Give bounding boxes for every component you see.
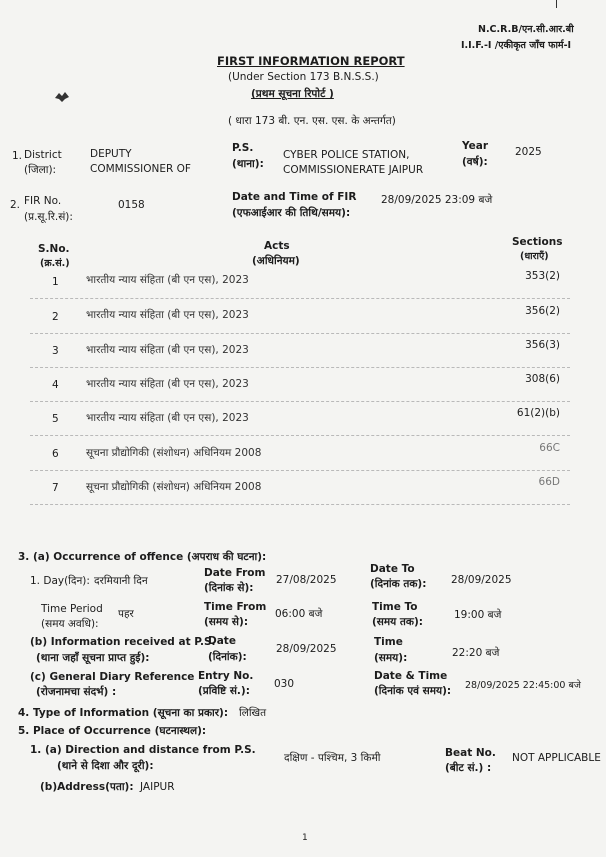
table-row-section: 66C xyxy=(539,442,560,454)
date-to-value: 28/09/2025 xyxy=(451,574,512,586)
fir-number-item: 2. xyxy=(10,199,21,211)
table-row-section: 308(6) xyxy=(525,373,560,385)
form-code: I.I.F.-I /एकीकृत जाँच फार्म-I xyxy=(461,40,572,51)
entry-no-value: 030 xyxy=(274,678,295,690)
ps-label-hindi: (थाना): xyxy=(232,158,264,170)
gd-datetime-value: 28/09/2025 22:45:00 बजे xyxy=(465,680,581,691)
row-divider xyxy=(30,333,570,334)
ps-value-line1: CYBER POLICE STATION, xyxy=(283,149,410,161)
fir-datetime-label-hindi: (एफआईआर की तिथि/समय): xyxy=(232,207,351,219)
row-divider xyxy=(30,298,570,299)
district-value-line1: DEPUTY xyxy=(90,148,132,160)
info-time-label-hindi: (समय): xyxy=(374,652,408,664)
address-value: JAIPUR xyxy=(140,781,175,793)
day-value: दरमियानी दिन xyxy=(94,575,148,587)
info-date-label: Date xyxy=(208,635,236,647)
time-to-label: Time To xyxy=(372,601,418,613)
time-period-label-hindi: (समय अवधि): xyxy=(41,618,99,630)
table-header-acts-hindi: (अधिनियम) xyxy=(252,255,300,267)
address-label: (b)Address(पता): xyxy=(40,781,134,793)
district-number: 1. xyxy=(12,150,23,162)
table-row-sno: 5 xyxy=(52,413,59,425)
row-divider xyxy=(30,435,570,436)
beat-no-label-hindi: (बीट सं.) : xyxy=(445,762,492,774)
document-title: FIRST INFORMATION REPORT xyxy=(217,54,405,68)
time-period-value: पहर xyxy=(118,608,134,620)
table-header-sections-hindi: (धाराएँ) xyxy=(520,251,549,262)
info-received-label-hindi: (थाना जहाँ सूचना प्राप्त हुई): xyxy=(36,652,150,664)
fir-value: 0158 xyxy=(118,199,145,211)
table-row-act: सूचना प्रौद्योगिकी (संशोधन) अधिनियम 2008 xyxy=(86,447,262,459)
table-row-sno: 6 xyxy=(52,448,59,460)
table-row-sno: 3 xyxy=(52,345,59,357)
table-row-section: 356(2) xyxy=(525,305,560,317)
direction-label-hindi: (थाने से दिशा और दूरी): xyxy=(57,760,154,772)
table-row-section: 353(2) xyxy=(525,270,560,282)
ps-value-line2: COMMISSIONERATE JAIPUR xyxy=(283,164,424,176)
gd-datetime-label-hindi: (दिनांक एवं समय): xyxy=(374,685,452,697)
table-row-act: भारतीय न्याय संहिता (बी एन एस), 2023 xyxy=(86,378,249,390)
place-heading: 5. Place of Occurrence (घटनास्थल): xyxy=(18,725,207,737)
ps-label: P.S. xyxy=(232,142,254,154)
date-to-label: Date To xyxy=(370,563,415,575)
gd-datetime-label: Date & Time xyxy=(374,670,448,682)
direction-value: दक्षिण - पश्चिम, 3 किमी xyxy=(284,752,381,764)
gd-reference-label-hindi: (रोजनामचा संदर्भ) : xyxy=(36,686,117,698)
time-to-label-hindi: (समय तक): xyxy=(372,616,423,628)
table-row-act: भारतीय न्याय संहिता (बी एन एस), 2023 xyxy=(86,274,249,286)
date-from-label: Date From xyxy=(204,567,266,579)
document-title-hindi: (प्रथम सूचना रिपोर्ट ) xyxy=(251,88,334,100)
info-date-label-hindi: (दिनांक): xyxy=(208,651,247,663)
time-from-label-hindi: (समय से): xyxy=(204,616,249,628)
table-row-section: 66D xyxy=(538,476,560,488)
date-from-label-hindi: (दिनांक से): xyxy=(204,582,254,594)
table-row-sno: 7 xyxy=(52,482,59,494)
table-header-acts: Acts xyxy=(264,240,290,252)
table-header-sno: S.No. xyxy=(38,243,70,255)
year-label: Year xyxy=(462,140,489,152)
info-time-value: 22:20 बजे xyxy=(452,647,500,659)
fir-label: FIR No. xyxy=(24,195,62,207)
table-row-sno: 1 xyxy=(52,276,59,288)
info-type-value: लिखित xyxy=(239,707,267,719)
ncrb-label: N.C.R.B/एन.सी.आर.बी xyxy=(478,24,574,35)
time-period-label: Time Period xyxy=(41,603,103,615)
entry-no-label: Entry No. xyxy=(198,670,254,682)
margin-mark xyxy=(556,0,557,8)
row-divider xyxy=(30,401,570,402)
date-to-label-hindi: (दिनांक तक): xyxy=(370,578,427,590)
year-value: 2025 xyxy=(515,146,542,158)
day-label: 1. Day(दिन): xyxy=(30,575,90,587)
direction-label: 1. (a) Direction and distance from P.S. xyxy=(30,744,256,756)
district-label-hindi: (जिला): xyxy=(24,164,57,176)
row-divider xyxy=(30,470,570,471)
fir-datetime-label: Date and Time of FIR xyxy=(232,191,357,203)
table-row-act: भारतीय न्याय संहिता (बी एन एस), 2023 xyxy=(86,412,249,424)
date-from-value: 27/08/2025 xyxy=(276,574,337,586)
table-row-act: भारतीय न्याय संहिता (बी एन एस), 2023 xyxy=(86,309,249,321)
row-divider xyxy=(30,367,570,368)
table-row-act: सूचना प्रौद्योगिकी (संशोधन) अधिनियम 2008 xyxy=(86,481,262,493)
district-value-line2: COMMISSIONER OF xyxy=(90,163,191,175)
table-row-section: 356(3) xyxy=(525,339,560,351)
table-header-sections: Sections xyxy=(512,236,563,248)
info-date-value: 28/09/2025 xyxy=(276,643,337,655)
info-time-label: Time xyxy=(374,636,403,648)
fir-datetime-value: 28/09/2025 23:09 बजे xyxy=(381,194,493,206)
row-divider xyxy=(30,504,570,505)
fir-label-hindi: (प्र.सू.रि.सं): xyxy=(24,211,73,223)
time-from-value: 06:00 बजे xyxy=(275,608,323,620)
time-from-label: Time From xyxy=(204,601,267,613)
gd-reference-label: (c) General Diary Reference xyxy=(30,671,195,683)
document-subtitle: (Under Section 173 B.N.S.S.) xyxy=(228,71,379,83)
beat-no-value: NOT APPLICABLE xyxy=(512,752,601,764)
info-type-label: 4. Type of Information (सूचना का प्रकार): xyxy=(18,707,229,719)
info-received-label: (b) Information received at P.S. xyxy=(30,636,216,648)
table-header-sno-hindi: (क्र.सं.) xyxy=(40,258,70,269)
year-label-hindi: (वर्ष): xyxy=(462,156,488,168)
table-row-sno: 2 xyxy=(52,311,59,323)
time-to-value: 19:00 बजे xyxy=(454,609,502,621)
table-row-act: भारतीय न्याय संहिता (बी एन एस), 2023 xyxy=(86,344,249,356)
beat-no-label: Beat No. xyxy=(445,747,496,759)
entry-no-label-hindi: (प्रविष्टि सं.): xyxy=(198,685,250,697)
table-row-sno: 4 xyxy=(52,379,59,391)
page-number: 1 xyxy=(302,833,308,843)
document-subtitle-hindi: ( धारा 173 बी. एन. एस. एस. के अन्तर्गत) xyxy=(228,115,396,127)
district-label: District xyxy=(24,149,62,161)
table-row-section: 61(2)(b) xyxy=(516,407,560,419)
occurrence-heading: 3. (a) Occurrence of offence (अपराध की घटना): xyxy=(18,551,267,563)
emblem-icon xyxy=(53,90,71,104)
